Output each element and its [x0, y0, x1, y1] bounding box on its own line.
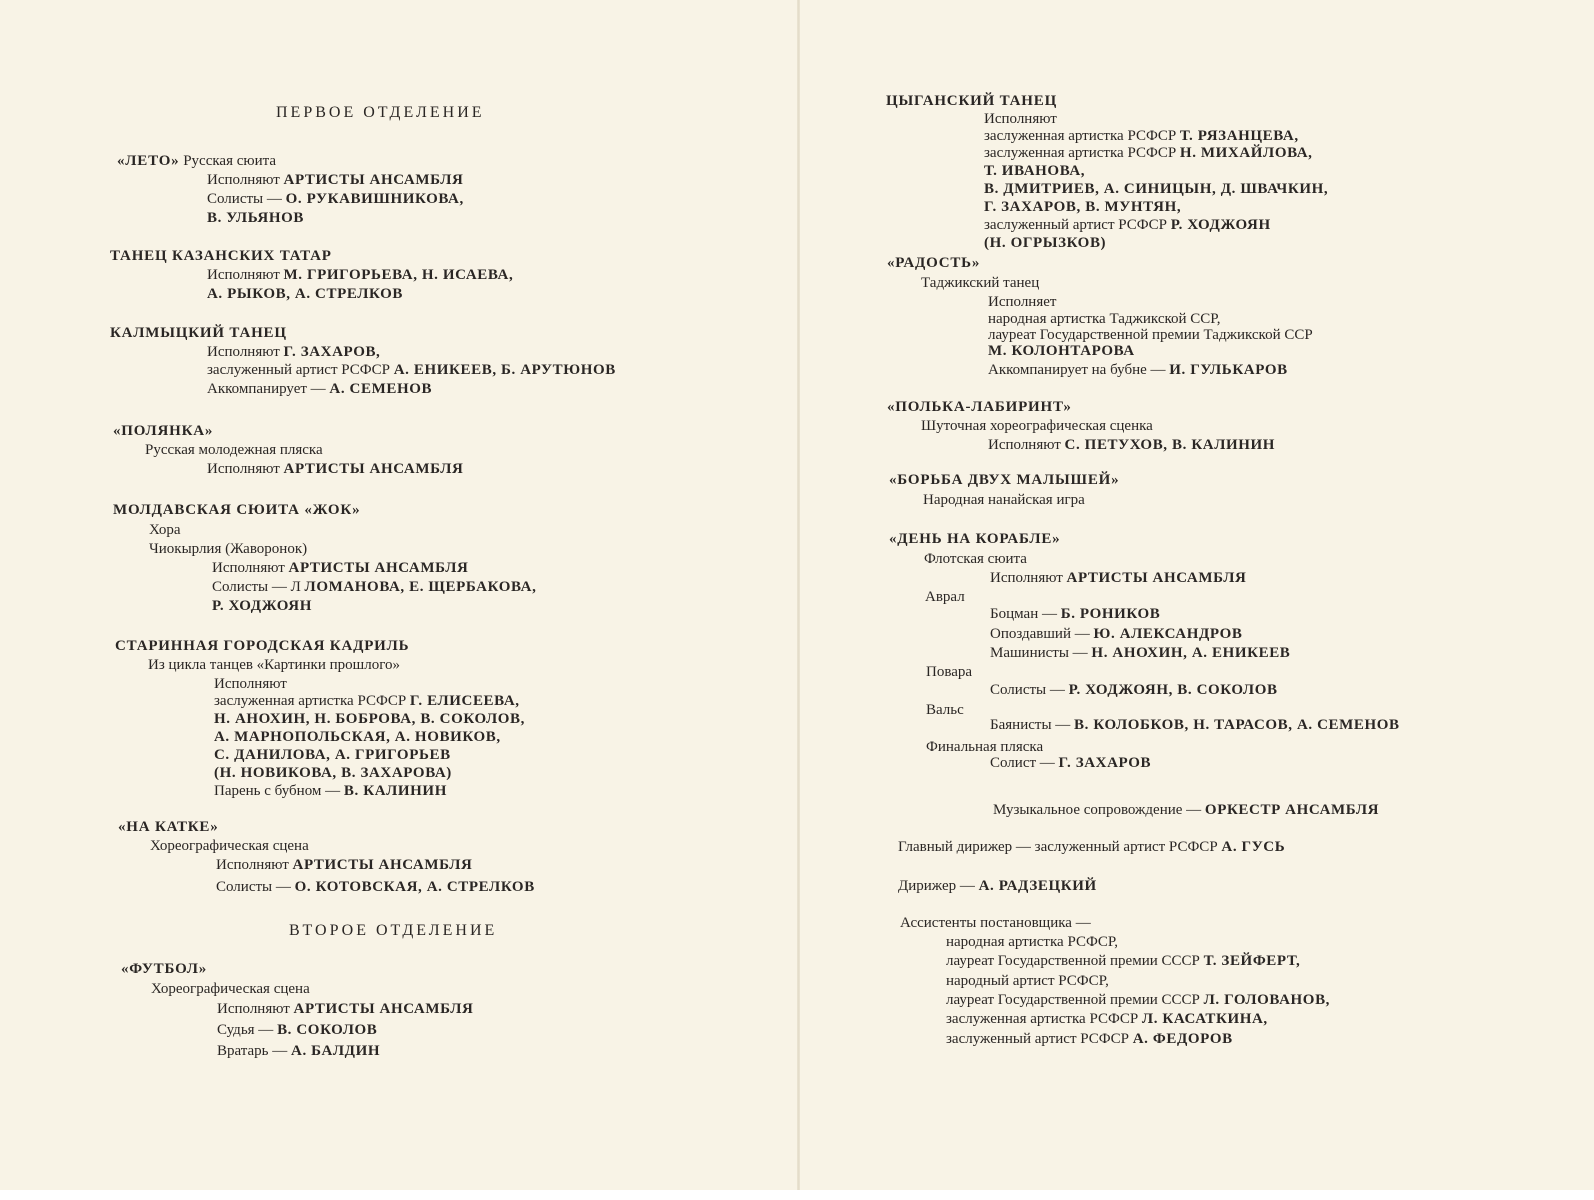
assistants-heading: Ассистенты постановщика — — [900, 915, 1091, 931]
soloists-line: Солисты — О. КОТОВСКАЯ, А. СТРЕЛКОВ — [216, 879, 535, 895]
item-subtitle: Из цикла танцев «Картинки прошлого» — [148, 657, 400, 673]
right-page — [800, 0, 1594, 1190]
performers-label: Исполняет — [988, 294, 1057, 310]
role-line: Опоздавший — Ю. АЛЕКСАНДРОВ — [990, 626, 1243, 642]
item-subtitle: Русская молодежная пляска — [145, 442, 323, 458]
assistant-line: народная артистка РСФСР, — [946, 934, 1119, 950]
performers-line: Исполняют АРТИСТЫ АНСАМБЛЯ — [217, 1001, 474, 1017]
performers-label: Исполняют — [214, 676, 287, 692]
item-subtitle: Чиокырлия (Жаворонок) — [149, 541, 308, 557]
item-title: «ДЕНЬ НА КОРАБЛЕ» — [889, 531, 1061, 547]
item-subtitle: Народная нанайская игра — [923, 492, 1085, 508]
item-subtitle: Хора — [149, 522, 181, 538]
role-line: Боцман — Б. РОНИКОВ — [990, 606, 1161, 622]
soloists-line: Солисты — Л ЛОМАНОВА, Е. ЩЕРБАКОВА, — [212, 579, 537, 595]
referee-line: Судья — В. СОКОЛОВ — [217, 1022, 378, 1038]
performer-name: М. КОЛОНТАРОВА — [988, 343, 1135, 359]
performers-line: заслуженная артистка РСФСР Г. ЕЛИСЕЕВА, — [214, 693, 520, 709]
chief-conductor-credit: Главный дирижер — заслуженный артист РСФСР А. ГУСЬ — [898, 839, 1286, 855]
performers-line: Исполняют АРТИСТЫ АНСАМБЛЯ — [207, 461, 464, 477]
soloists-line: Солисты — О. РУКАВИШНИКОВА, — [207, 191, 464, 207]
performers-line: Исполняют С. ПЕТУХОВ, В. КАЛИНИН — [988, 437, 1276, 453]
performers-line: Исполняют Г. ЗАХАРОВ, — [207, 344, 381, 360]
soloist-name: В. УЛЬЯНОВ — [207, 210, 305, 226]
item-subtitle: Хореографическая сцена — [150, 838, 309, 854]
performers-line: Исполняют АРТИСТЫ АНСАМБЛЯ — [212, 560, 469, 576]
item-subtitle: Хореографическая сцена — [151, 981, 310, 997]
performers-names: (Н. ОГРЫЗКОВ) — [984, 235, 1107, 251]
item-title: «ФУТБОЛ» — [121, 961, 208, 977]
role-line: Баянисты — В. КОЛОБКОВ, Н. ТАРАСОВ, А. СЕМЕНОВ — [990, 717, 1400, 733]
performers-names: С. ДАНИЛОВА, А. ГРИГОРЬЕВ — [214, 747, 451, 763]
role-line: Солисты — Р. ХОДЖОЯН, В. СОКОЛОВ — [990, 682, 1278, 698]
assistant-line: лауреат Государственной премии СССР Т. ЗЕЙФЕРТ, — [946, 953, 1301, 969]
performers-names: Н. АНОХИН, Н. БОБРОВА, В. СОКОЛОВ, — [214, 711, 525, 727]
assistant-line: народный артист РСФСР, — [946, 973, 1109, 989]
performer-title: лауреат Государственной премии Таджикской ССР — [988, 327, 1313, 343]
music-credit: Музыкальное сопровождение — ОРКЕСТР АНСАМБЛЯ — [993, 802, 1380, 818]
item-title: «НА КАТКЕ» — [118, 819, 219, 835]
performers-line: заслуженная артистка РСФСР Н. МИХАЙЛОВА, — [984, 145, 1313, 161]
goalkeeper-line: Вратарь — А. БАЛДИН — [217, 1043, 381, 1059]
performers-names: А. РЫКОВ, А. СТРЕЛКОВ — [207, 286, 403, 302]
second-section-heading: ВТОРОЕ ОТДЕЛЕНИЕ — [289, 922, 498, 939]
item-title: «ПОЛЯНКА» — [113, 423, 214, 439]
performers-line: Исполняют АРТИСТЫ АНСАМБЛЯ — [216, 857, 473, 873]
item-subtitle: Шуточная хореографическая сценка — [921, 418, 1153, 434]
performers-names: Т. ИВАНОВА, — [984, 163, 1086, 179]
performers-names: В. ДМИТРИЕВ, А. СИНИЦЫН, Д. ШВАЧКИН, — [984, 181, 1329, 197]
performer-title: народная артистка Таджикской ССР, — [988, 311, 1221, 327]
item-subtitle: Таджикский танец — [921, 275, 1040, 291]
part-title: Вальс — [926, 702, 964, 718]
performers-line: заслуженный артист РСФСР А. ЕНИКЕЕВ, Б. АРУТЮНОВ — [207, 362, 616, 378]
item-title: «БОРЬБА ДВУХ МАЛЫШЕЙ» — [889, 472, 1120, 488]
soloist-line: Парень с бубном — В. КАЛИНИН — [214, 783, 447, 799]
item-title-line: «ЛЕТО» Русская сюита — [117, 153, 277, 169]
first-section-heading: ПЕРВОЕ ОТДЕЛЕНИЕ — [276, 104, 485, 121]
performers-names: Г. ЗАХАРОВ, В. МУНТЯН, — [984, 199, 1182, 215]
assistant-line: заслуженная артистка РСФСР Л. КАСАТКИНА, — [946, 1011, 1268, 1027]
accompanist-line: Аккомпанирует на бубне — И. ГУЛЬКАРОВ — [988, 362, 1288, 378]
performers-line: Исполняют М. ГРИГОРЬЕВА, Н. ИСАЕВА, — [207, 267, 514, 283]
assistant-line: лауреат Государственной премии СССР Л. ГОЛОВАНОВ, — [946, 992, 1331, 1008]
item-title: КАЛМЫЦКИЙ ТАНЕЦ — [110, 325, 287, 341]
performers-names: А. МАРНОПОЛЬСКАЯ, А. НОВИКОВ, — [214, 729, 501, 745]
item-title: «РАДОСТЬ» — [887, 255, 981, 271]
accompanist-line: Аккомпанирует — А. СЕМЕНОВ — [207, 381, 433, 397]
item-title: ТАНЕЦ КАЗАНСКИХ ТАТАР — [110, 248, 332, 264]
item-title: МОЛДАВСКАЯ СЮИТА «ЖОК» — [113, 502, 361, 518]
performers-names: (Н. НОВИКОВА, В. ЗАХАРОВА) — [214, 765, 452, 781]
performers-label: Исполняют — [984, 111, 1057, 127]
performers-line: заслуженный артист РСФСР Р. ХОДЖОЯН — [984, 217, 1271, 233]
part-title: Финальная пляска — [926, 739, 1044, 755]
item-title: «ПОЛЬКА-ЛАБИРИНТ» — [887, 399, 1072, 415]
performers-line: Исполняют АРТИСТЫ АНСАМБЛЯ — [990, 570, 1247, 586]
assistant-line: заслуженный артист РСФСР А. ФЕДОРОВ — [946, 1031, 1233, 1047]
item-title: ЦЫГАНСКИЙ ТАНЕЦ — [886, 93, 1058, 109]
left-page — [0, 0, 797, 1190]
role-line: Солист — Г. ЗАХАРОВ — [990, 755, 1152, 771]
item-title: СТАРИННАЯ ГОРОДСКАЯ КАДРИЛЬ — [115, 638, 410, 654]
soloist-name: Р. ХОДЖОЯН — [212, 598, 312, 614]
part-title: Повара — [926, 664, 973, 680]
performers-line: заслуженная артистка РСФСР Т. РЯЗАНЦЕВА, — [984, 128, 1299, 144]
conductor-credit: Дирижер — А. РАДЗЕЦКИЙ — [898, 878, 1097, 894]
performers-line: Исполняют АРТИСТЫ АНСАМБЛЯ — [207, 172, 464, 188]
part-title: Аврал — [925, 589, 965, 605]
role-line: Машинисты — Н. АНОХИН, А. ЕНИКЕЕВ — [990, 645, 1291, 661]
item-subtitle: Флотская сюита — [924, 551, 1027, 567]
